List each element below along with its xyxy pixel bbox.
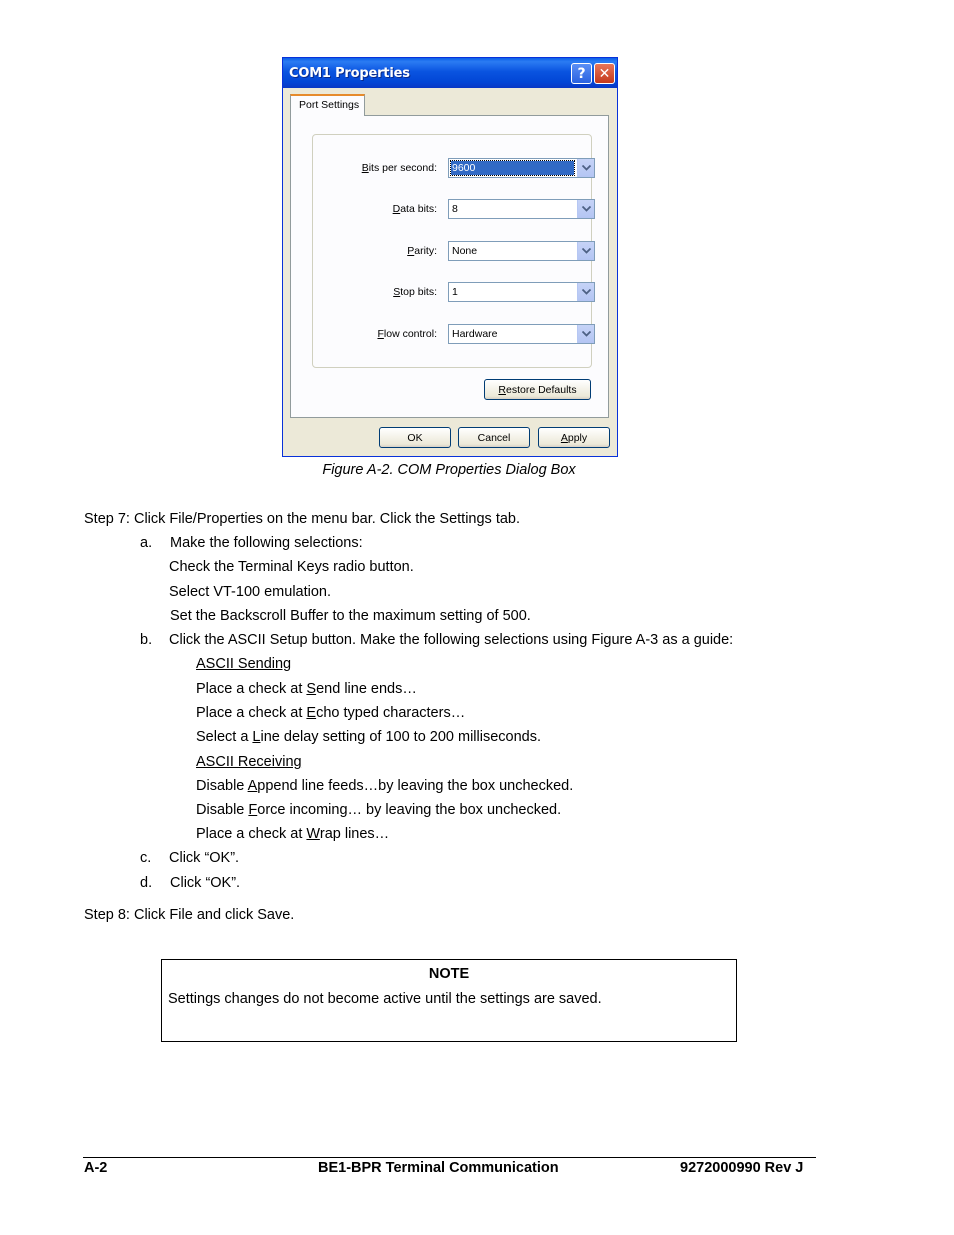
combo-value: 8 — [452, 203, 458, 215]
footer-divider — [83, 1157, 816, 1158]
dialog-titlebar — [283, 58, 617, 88]
restore-defaults-button[interactable]: R estore Defaults — [484, 379, 591, 400]
combo-value: Hardware — [452, 328, 498, 340]
help-icon: ? — [577, 65, 586, 82]
flow-control-label: Flow control: — [377, 328, 437, 340]
dialog-title: COM1 Properties — [289, 66, 410, 81]
chevron-down-icon[interactable] — [577, 283, 594, 301]
receiving-item-3: Place a check at Wrap lines… — [196, 826, 390, 842]
close-icon: ✕ — [598, 65, 611, 82]
chevron-down-icon[interactable] — [577, 242, 594, 260]
apply-button[interactable]: A pply — [538, 427, 610, 448]
cancel-button[interactable]: Cancel — [458, 427, 530, 448]
footer-section-title: BE1-BPR Terminal Communication — [318, 1160, 559, 1176]
bits-per-second-select[interactable] — [448, 158, 595, 178]
stop-bits-label: Stop bits: — [393, 286, 437, 298]
step-a-item-3: Set the Backscroll Buffer to the maximum setting of 500. — [170, 608, 531, 624]
step-c-marker: c. — [140, 850, 152, 866]
step-d-text: Click “OK”. — [170, 875, 241, 891]
receiving-item-1: Disable Append line feeds…by leaving the box unchecked. — [196, 778, 574, 794]
sending-item-2: Place a check at Echo typed characters… — [196, 705, 466, 721]
settings-groupbox — [312, 134, 592, 368]
parity-label: Parity: — [407, 245, 437, 257]
step-c-text: Click “OK”. — [169, 850, 240, 866]
flow-control-select[interactable] — [448, 324, 595, 344]
step-8: Step 8: Click File and click Save. — [84, 907, 295, 923]
step-d-marker: d. — [140, 875, 153, 891]
footer-doc-number: 9272000990 Rev J — [680, 1160, 804, 1176]
step-a-text: Make the following selections: — [170, 535, 363, 551]
sending-item-3: Select a Line delay setting of 100 to 200 milliseconds. — [196, 729, 542, 745]
parity-select[interactable] — [448, 241, 595, 261]
tab-port-settings[interactable] — [290, 94, 365, 116]
figure-caption: Figure A-2. COM Properties Dialog Box — [322, 462, 576, 478]
combo-value: 1 — [452, 286, 458, 298]
step-b-marker: b. — [140, 632, 153, 648]
note-title: NOTE — [428, 966, 470, 982]
step-b-text: Click the ASCII Setup button. Make the following selections using Figure A-3 as a guide: — [169, 632, 734, 648]
data-bits-select[interactable] — [448, 199, 595, 219]
step-7: Step 7: Click File/Properties on the menu bar. Click the Settings tab. — [84, 511, 521, 527]
sending-item-1: Place a check at Send line ends… — [196, 681, 417, 697]
chevron-down-icon[interactable] — [577, 200, 594, 218]
port-settings-panel — [290, 115, 609, 418]
data-bits-label: Data bits: — [392, 203, 437, 215]
step-a-marker: a. — [140, 535, 153, 551]
stop-bits-select[interactable] — [448, 282, 595, 302]
ok-button[interactable]: OK — [379, 427, 451, 448]
footer-page-number: A-2 — [84, 1160, 108, 1176]
combo-value: 9600 — [451, 161, 574, 175]
tab-label: Port Settings — [299, 99, 360, 111]
com-properties-dialog — [282, 57, 618, 457]
combo-value: None — [452, 245, 478, 257]
receiving-item-2: Disable Force incoming… by leaving the box unchecked. — [196, 802, 562, 818]
help-button[interactable] — [571, 63, 592, 84]
step-a-item-2: Select VT-100 emulation. — [169, 584, 332, 600]
chevron-down-icon[interactable] — [577, 325, 594, 343]
step-a-item-1: Check the Terminal Keys radio button. — [169, 559, 414, 575]
ascii-sending-heading: ASCII Sending — [196, 656, 292, 672]
chevron-down-icon[interactable] — [577, 159, 594, 177]
bits-per-second-label: Bits per second: — [361, 162, 437, 174]
ascii-receiving-heading: ASCII Receiving — [196, 754, 302, 770]
note-box — [161, 959, 737, 1042]
note-text: Settings changes do not become active until the settings are saved. — [168, 991, 602, 1007]
close-button[interactable] — [594, 63, 615, 84]
